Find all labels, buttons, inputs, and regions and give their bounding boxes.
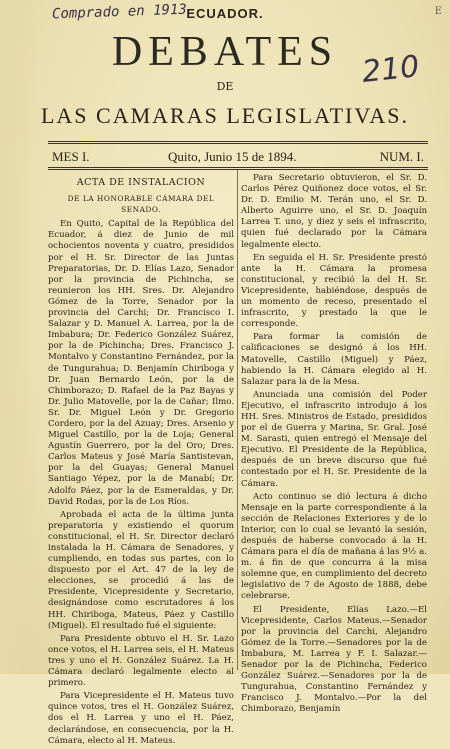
masthead-title: DEBATES — [111, 29, 339, 75]
masthead-country: ECUADOR. — [186, 6, 264, 21]
column-divider — [237, 170, 238, 670]
paragraph: En seguida el H. Sr. Presidente prestó ante la H. Cámara la promesa constitucional, y recibió la del H. Sr. Vicepresidente, habiéndose, después de un momento de receso, presentado el infrascrito, y prestado la que le corresponde. — [241, 252, 427, 330]
handwritten-note: Comprado en 1913 — [51, 1, 188, 23]
paper-edge-shading — [0, 0, 40, 674]
article-subheading: DE LA HONORABLE CÁMARA DEL SENADO. — [67, 194, 215, 215]
paragraph: En Quito, Capital de la República del Ecuador, á diez de Junio de mil ochocientos noventa y cuatro, presididos por el H. Sr. Director de las Juntas Preparatorias, Dr. D. Elías Lazo, Senador por la provincia de Pichincha, se reunieron los HH. Sres. Dr. Alejandro Gómez de la Torre, Senador por la provincia del Carchi; Dr. Francisco I. Salazar y D. Manuel A. Larrea, por la de Imbabura; Dr. Federico González Suárez, por la de Pichincha; Dres. Francisco J. Montalvo y Constantino Fernández, por la de Tungurahua; D. Benjamín Chiriboga y Dr. Juan Bernardo León, por la de Chimborazo; D. Rafael de la Paz Bayas y Dr. Julio Matovelle, por la de Cañar; Ilmo. Sr. Dr. Miguel León y Dr. Gregorio Cordero, por la del Azuay; Dres. Arsenio y Miguel Castillo, por la de Loja; General Agustín Guerrero, por la del Oro; Dres. Carlos Mateus y José María Santistevan, por la del Guayas; General Manuel Santiago Yépez, por la de Manabí; Dr. Adolfo Páez, por la de Esmeraldas, y Dr. David Rodas, por la de Los Ríos. — [48, 219, 234, 507]
top-rule — [48, 141, 428, 144]
paragraph: Aprobada el acta de la última junta preparatoria y existiendo el quorum constitucional, el H. Sr. Director declaró instalada la H. Cámara de Senadores, y cumpliendo, en todas sus partes, con lo dispuesto por el Art. 47 de la ley de elecciones, se procedió á las de Presidente, Vicepresidente y Secretario, designándose como escrutadores á los HH. Chiriboga, Mateus, Páez y Castillo (Miguel). El resultado fué el siguiente: — [48, 509, 234, 631]
paragraph: Para Secretario obtuvieron, el Sr. D. Carlos Pérez Quiñonez doce votos, el Sr. Dr. D. Emilio M. Terán uno, el Sr. D. Alberto Aguirre uno, el Sr. D. Joaquín Larrea T. uno, y diez y seis el infrascrito, quien fué declarado por la Cámara legalmente electo. — [241, 173, 427, 250]
article-heading: ACTA DE INSTALACION — [76, 177, 206, 188]
paragraph: Para Presidente obtuvo el H. Sr. Lazo once votos, el H. Larrea seis, el H. Mateus tres y uno el H. González Suárez. La H. Cámara declaró legalmente electo al primero. — [48, 633, 234, 689]
masthead-subtitle: LAS CAMARAS LEGISLATIVAS. — [40, 103, 410, 128]
left-column — [48, 173, 234, 749]
paragraph: Para Vicepresidente el H. Mateus tuvo quince votos, tres el H. González Suárez, dos el H. Larrea y uno el H. Páez, declarándose, en consecuencia, por la H. Cámara, electo al H. Mateus. — [48, 691, 234, 746]
masthead-de: DE — [216, 80, 234, 93]
paragraph: Para formar la comisión de calificaciones se designó á los HH. Matovelle, Castillo (Miguel) y Páez, habiendo la H. Cámara elegido al H. Salazar para la de la Mesa. — [241, 332, 427, 387]
paragraph: Anunciada una comisión del Poder Ejecutivo, el infrascrito introdujo á los HH. Sres. Ministros de Estado, presididos por el de Guerra y Marina, Sr. Gral. José M. Sarasti, quien entregó el Mensaje del Ejecutivo. El Presidente de la República, después de un breve discurso que fué contestado por el H. Sr. Presidente de la Cámara. — [241, 389, 427, 489]
issue-place-date: Quito, Junio 15 de 1894. — [168, 149, 297, 164]
issue-info-bar — [50, 149, 426, 167]
signatures: El Presidente, Elías Lazo.—El Vicepresidente, Carlos Mateus.—Senador por la provincia del Carchi, Alejandro Gómez de la Torre.—Senadores por la de Imbabura, M. Larrea y F. I. Salazar.—Senador por la de Pichincha, Federico González Suárez.—Senadores por la de Tungurahua, Constantino Fernández y Francisco J. Montalvo.—Por la del Chimborazo, Benjamín — [241, 604, 427, 715]
issue-month: MES I. — [52, 149, 90, 164]
issue-number: NUM. I. — [379, 149, 424, 164]
handwritten-number: 210 — [360, 49, 421, 90]
bottom-rule — [48, 167, 428, 170]
right-column — [241, 173, 427, 716]
paragraph: Acto continuo se dió lectura á dicho Mensaje en la parte correspondiente á la sección de Relaciones Exteriores y de lo Interior, con lo cual se levantó la sesión, después de haberse convocado á la H. Cámara para el día de mañana á las 9½ a. m. á fin de que concurra á la misa solemne que, en cumplimiento del decreto legislativo de 7 de Agosto de 1888, debe celebrarse. — [241, 491, 427, 602]
corner-mark: E — [434, 6, 442, 17]
